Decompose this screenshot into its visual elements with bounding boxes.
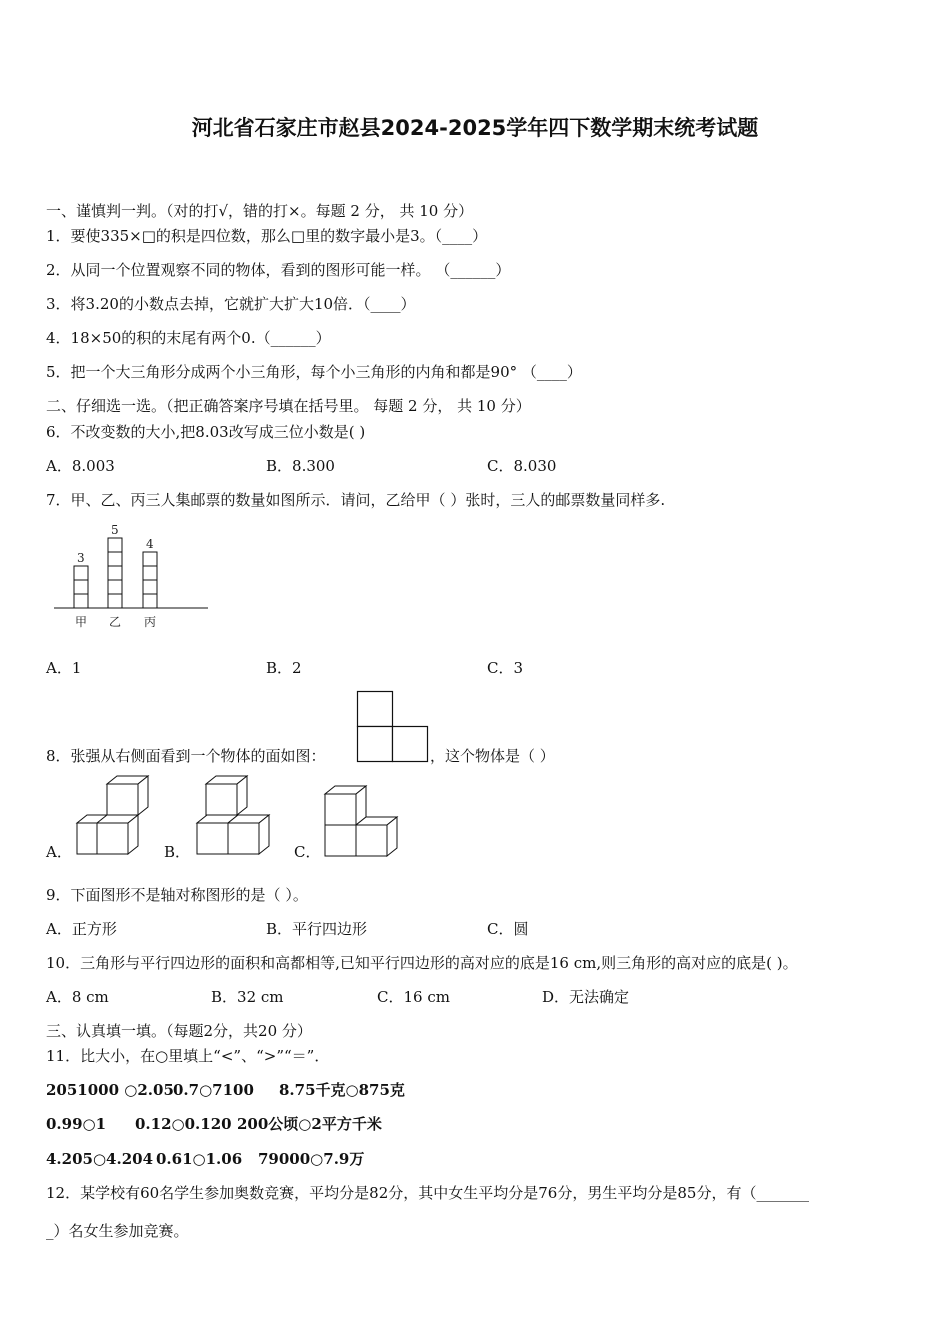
- stamp-square-乙: [108, 538, 122, 552]
- bar-category-label: 甲: [75, 615, 88, 629]
- stamp-square-甲: [74, 566, 88, 580]
- q9-option-a: A．正方形: [46, 920, 117, 938]
- stamp-square-乙: [108, 580, 122, 594]
- section-3-heading: 三、认真填一填。（每题2分，共20 分）: [46, 1022, 312, 1040]
- bar-value-label: 4: [146, 537, 154, 551]
- stamp-square-乙: [108, 552, 122, 566]
- compare-item: 0.7○7100: [173, 1081, 254, 1099]
- cube-figure-c: [320, 776, 404, 858]
- q9-option-b: B．平行四边形: [266, 920, 368, 938]
- compare-item: 0.12○0.120: [135, 1115, 232, 1133]
- stamp-square-丙: [143, 580, 157, 594]
- stamp-square-乙: [108, 566, 122, 580]
- q10-option-a: A．8 cm: [46, 988, 109, 1006]
- question-8-text: 8．张强从右侧面看到一个物体的面如图：: [46, 747, 326, 765]
- q9-option-c: C．圆: [487, 920, 529, 938]
- stamp-square-丙: [143, 566, 157, 580]
- question-1: 1．要使335×□的积是四位数，那么□里的数字最小是3。（____）: [46, 227, 488, 245]
- question-7: 7．甲、乙、丙三人集邮票的数量如图所示．请问，乙给甲（ ）张时，三人的邮票数量同样多.: [46, 491, 666, 509]
- stamp-square-甲: [74, 580, 88, 594]
- bar-category-label: 乙: [109, 615, 122, 629]
- question-4: 4．18×50的积的末尾有两个0.（______）: [46, 329, 331, 347]
- cube-figure-a: [70, 776, 150, 858]
- question-3: 3．将3.20的小数点去掉，它就扩大扩大10倍．（____）: [46, 295, 416, 313]
- q7-option-b: B．2: [266, 659, 302, 677]
- q10-option-d: D．无法确定: [542, 988, 630, 1006]
- compare-item: 200公顷○2平方千米: [237, 1115, 382, 1133]
- question-5: 5．把一个大三角形分成两个小三角形，每个小三角形的内角和都是90° （____）: [46, 363, 582, 381]
- section-2-heading: 二、仔细选一选。（把正确答案序号填在括号里。 每题 2 分， 共 10 分）: [46, 397, 531, 415]
- q6-option-a: A．8.003: [46, 457, 115, 475]
- question-10: 10．三角形与平行四边形的面积和高都相等,已知平行四边形的高对应的底是16 cm,则三角形的高对应的底是( )。: [46, 954, 798, 972]
- question-9: 9．下面图形不是轴对称图形的是（ ）。: [46, 886, 308, 904]
- q10-option-b: B．32 cm: [211, 988, 284, 1006]
- q8-option-b: B．: [164, 843, 191, 861]
- q8-option-c: C．: [294, 843, 321, 861]
- stamp-square-丙: [143, 594, 157, 608]
- q10-option-c: C．16 cm: [377, 988, 450, 1006]
- q7-option-a: A．1: [46, 659, 82, 677]
- stamp-square-甲: [74, 594, 88, 608]
- page-title: 河北省石家庄市赵县2024-2025学年四下数学期末统考试题: [191, 116, 759, 140]
- cube-figure-b: [190, 776, 270, 858]
- compare-item: 8.75千克○875克: [279, 1081, 405, 1099]
- bar-category-label: 丙: [144, 615, 157, 629]
- compare-item: 0.99○1: [46, 1115, 107, 1133]
- bar-value-label: 5: [111, 523, 119, 537]
- question-12-line-1: 12．某学校有60名学生参加奥数竞赛，平均分是82分，其中女生平均分是76分，男生平均分是85分，有（_______: [46, 1184, 809, 1202]
- stamp-square-乙: [108, 594, 122, 608]
- question-12-line-2: _）名女生参加竞赛。: [46, 1222, 189, 1240]
- compare-item: 4.205○4.204: [46, 1150, 154, 1168]
- q8-option-a: A．: [46, 843, 72, 861]
- compare-item: 0.61○1.06: [156, 1150, 243, 1168]
- question-8-tail: ，这个物体是（ ）: [430, 747, 555, 765]
- q6-option-c: C．8.030: [487, 457, 557, 475]
- stamp-bar-chart: [50, 518, 210, 628]
- compare-item: 2051000 ○2.05: [46, 1081, 174, 1099]
- q7-option-c: C．3: [487, 659, 524, 677]
- bar-value-label: 3: [77, 551, 85, 565]
- compare-item: 79000○7.9万: [258, 1150, 365, 1168]
- question-11: 11．比大小，在○里填上“<”、“>”“＝”．: [46, 1047, 330, 1065]
- question-6: 6．不改变数的大小,把8.03改写成三位小数是( ): [46, 423, 366, 441]
- stamp-square-丙: [143, 552, 157, 566]
- q6-option-b: B．8.300: [266, 457, 335, 475]
- section-1-heading: 一、谨慎判一判。（对的打√，错的打×。每题 2 分， 共 10 分）: [46, 202, 474, 220]
- question-2: 2．从同一个位置观察不同的物体，看到的图形可能一样。 （______）: [46, 261, 511, 279]
- side-view-figure: [357, 691, 429, 763]
